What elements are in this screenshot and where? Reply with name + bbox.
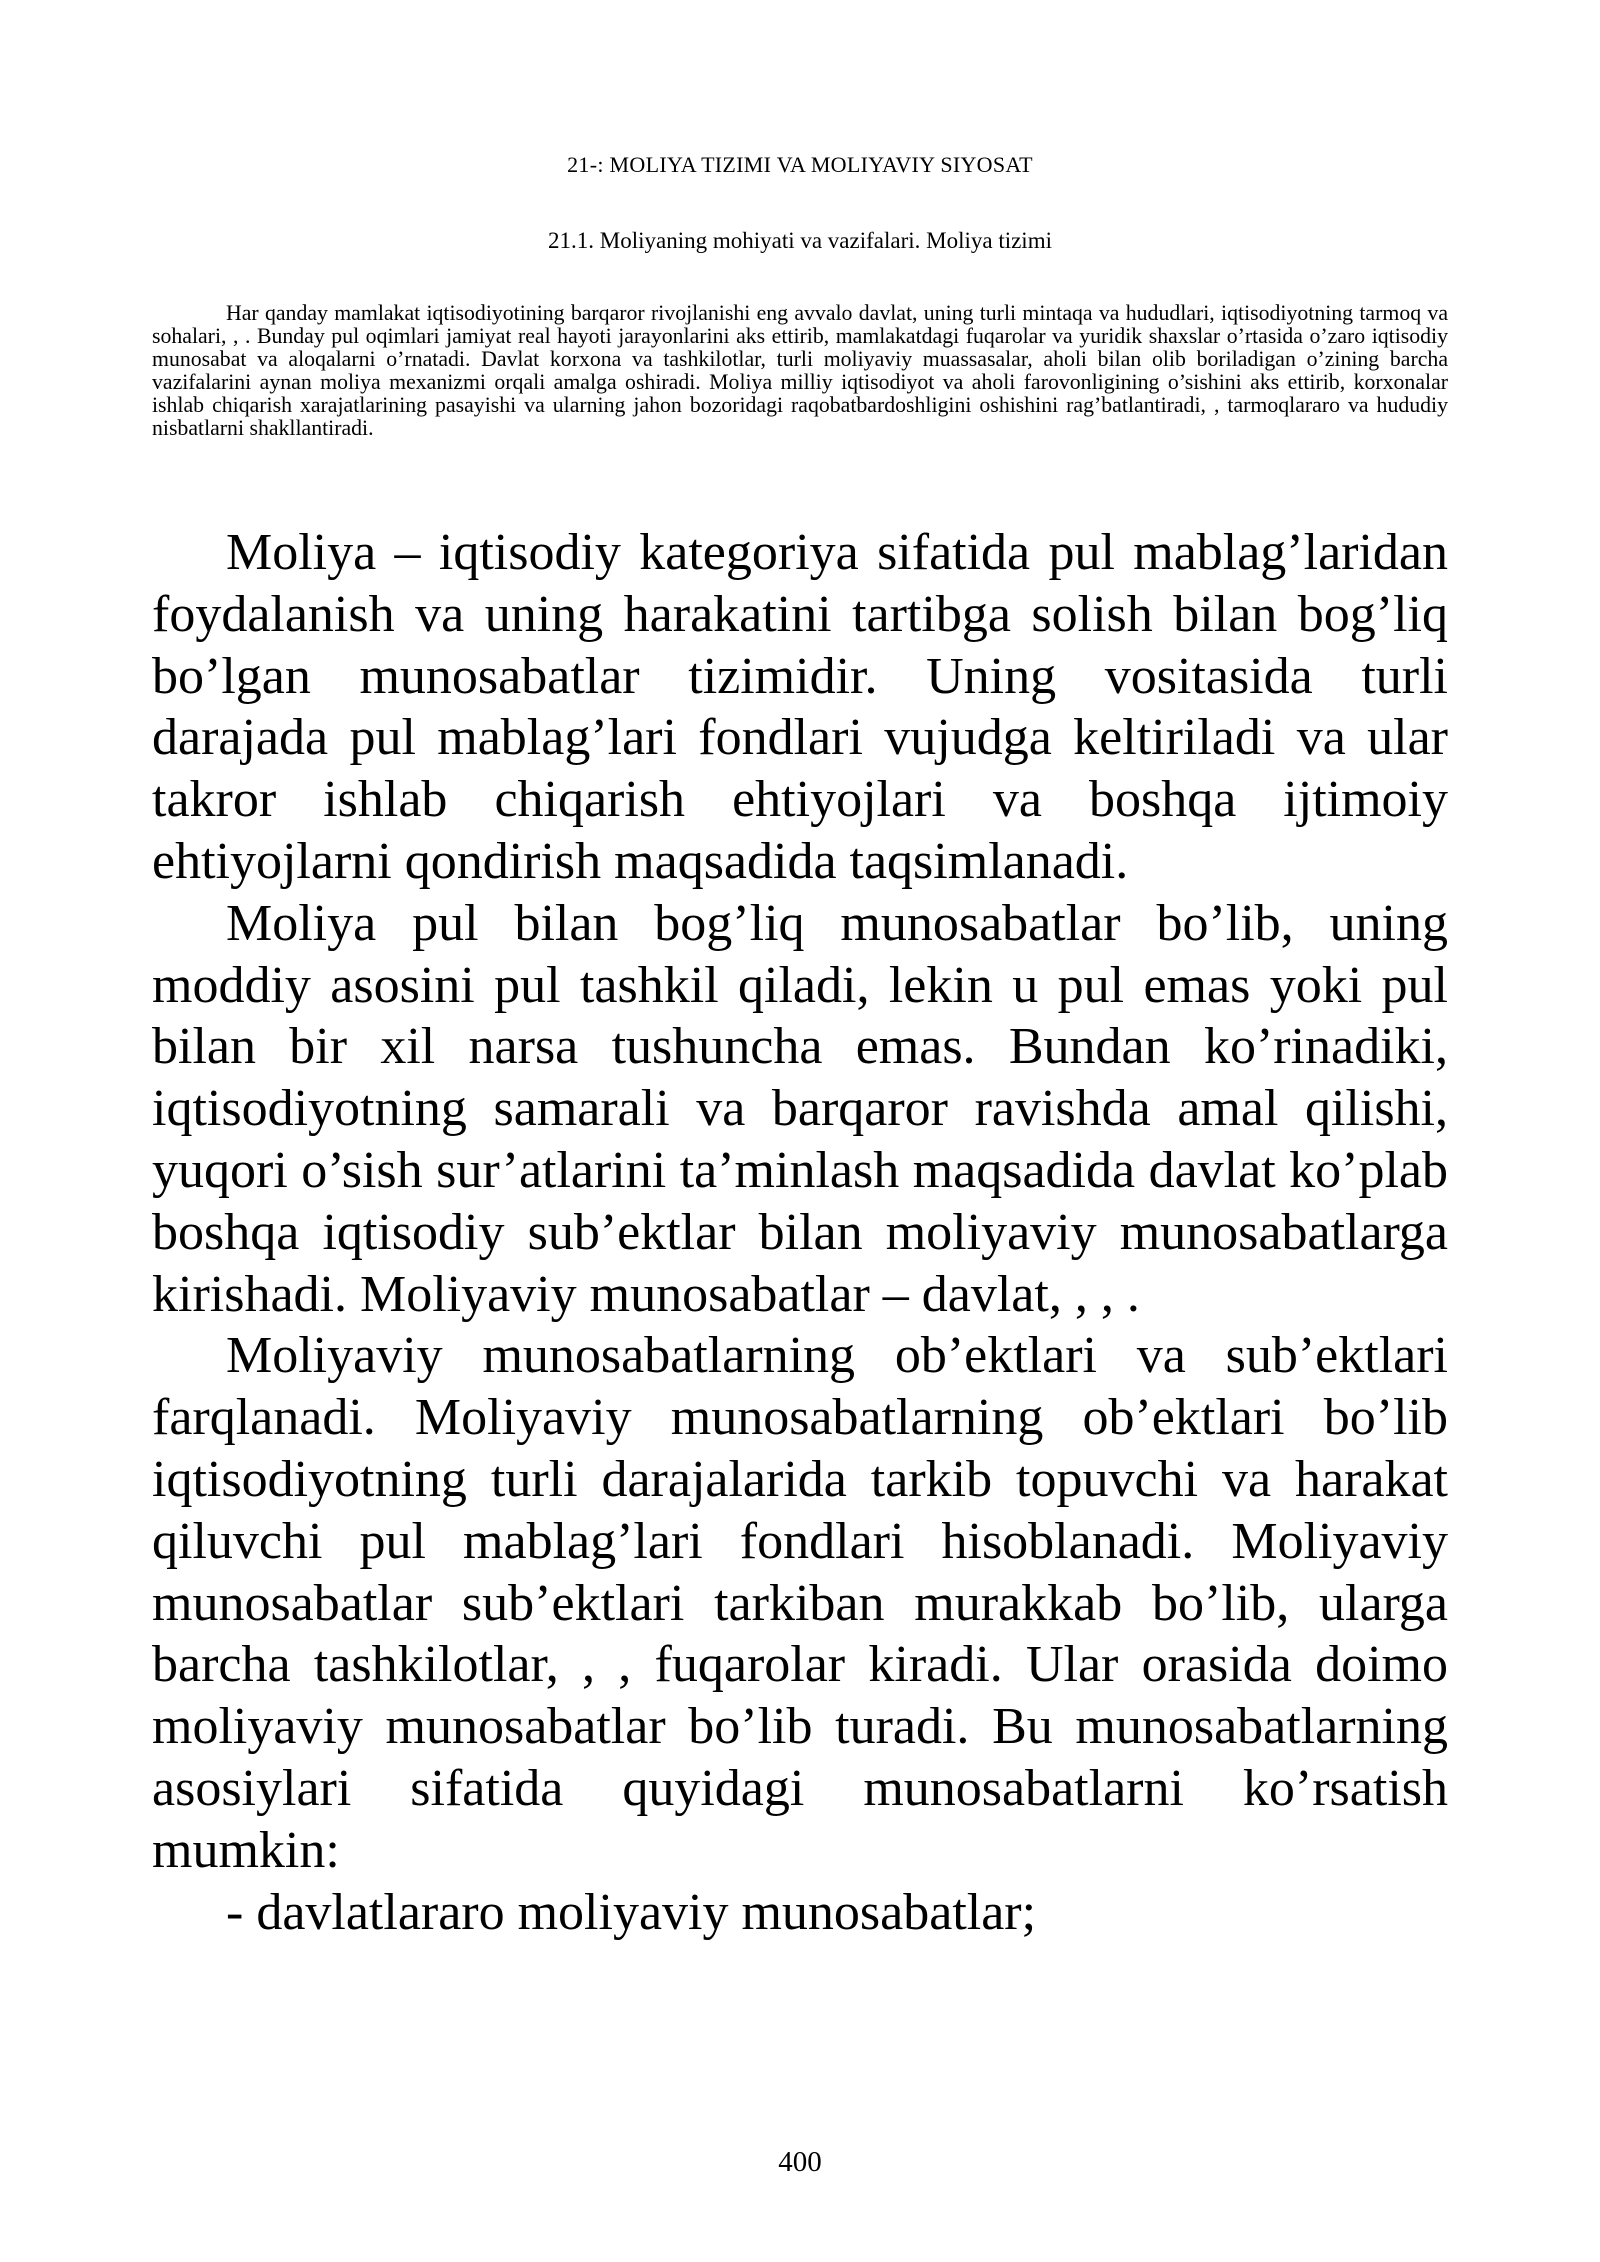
section-title: 21.1. Moliyaning mohiyati va vazifalari. Moliya tizimi: [548, 228, 1052, 253]
body-text: [152, 522, 1448, 1943]
body-paragraph-3: Moliyaviy munosabatlarning ob’ektlari va sub’ektlari farqlanadi. Moliyaviy munosabatlarning ob’ektlari bo’lib iqtisodiyotning turli darajalarida tarkib topuvchi va harakat qiluvchi pul mablag’lari fondlari hisoblanadi. Moliyaviy munosabatlar sub’ektlari tarkiban murakkab bo’lib, ularga barcha tashkilotlar, , , fuqarolar kiradi. Ular orasida doimo moliyaviy munosabatlar bo’lib turadi. Bu munosabatlarning asosiylari sifatida quyidagi munosabatlarni ko’rsatish mumkin:: [152, 1327, 1448, 1879]
chapter-title: 21-: MOLIYA TIZIMI VA MOLIYAVIY SIYOSAT: [567, 152, 1033, 177]
page-number: 400: [778, 2146, 822, 2178]
body-paragraph-1: Moliya – iqtisodiy kategoriya sifatida pul mablag’laridan foydalanish va uning harakatini tartibga solish bilan bog’liq bo’lgan munosabatlar tizimidir. Uning vositasida turli darajada pul mablag’lari fondlari vujudga keltiriladi va ular takror ishlab chiqarish ehtiyojlari va boshqa ijtimoiy ehtiyojlarni qondirish maqsadida taqsimlanadi.: [152, 524, 1448, 890]
intro-paragraph: Har qanday mamlakat iqtisodiyotining barqaror rivojlanishi eng avvalo davlat, uning turli mintaqa va hududlari, iqtisodiyotning tarmoq va sohalari, , . Bunday pul oqimlari jamiyat real hayoti jarayonlarini aks ettirib, mamlakatdagi fuqarolar va yuridik shaxslar o’rtasida o’zaro iqtisodiy munosabat va aloqalarni o’rnatadi. Davlat korxona va tashkilotlar, turli moliyaviy muassasalar, aholi bilan olib boriladigan o’zining barcha vazifalarini aynan moliya mexanizmi orqali amalga oshiradi. Moliya milliy iqtisodiyot va aholi farovonligining o’sishini aks ettirib, korxonalar ishlab chiqarish xarajatlarining pasayishi va ularning jahon bozoridagi raqobatbardoshligini oshishini rag’batlantiradi, , tarmoqlararo va hududiy nisbatlarni shakllantiradi.: [152, 301, 1448, 440]
body-paragraph-2: Moliya pul bilan bog’liq munosabatlar bo’lib, uning moddiy asosini pul tashkil qiladi, lekin u pul emas yoki pul bilan bir xil narsa tushuncha emas. Bundan ko’rinadiki, iqtisodiyotning samarali va barqaror ravishda amal qilishi, yuqori o’sish sur’atlarini ta’minlash maqsadida davlat ko’plab boshqa iqtisodiy sub’ektlar bilan moliyaviy munosabatlarga kirishadi. Moliyaviy munosabatlar – davlat, , , .: [152, 894, 1448, 1323]
body-paragraph-4: - davlatlararo moliyaviy munosabatlar;: [226, 1883, 1037, 1941]
